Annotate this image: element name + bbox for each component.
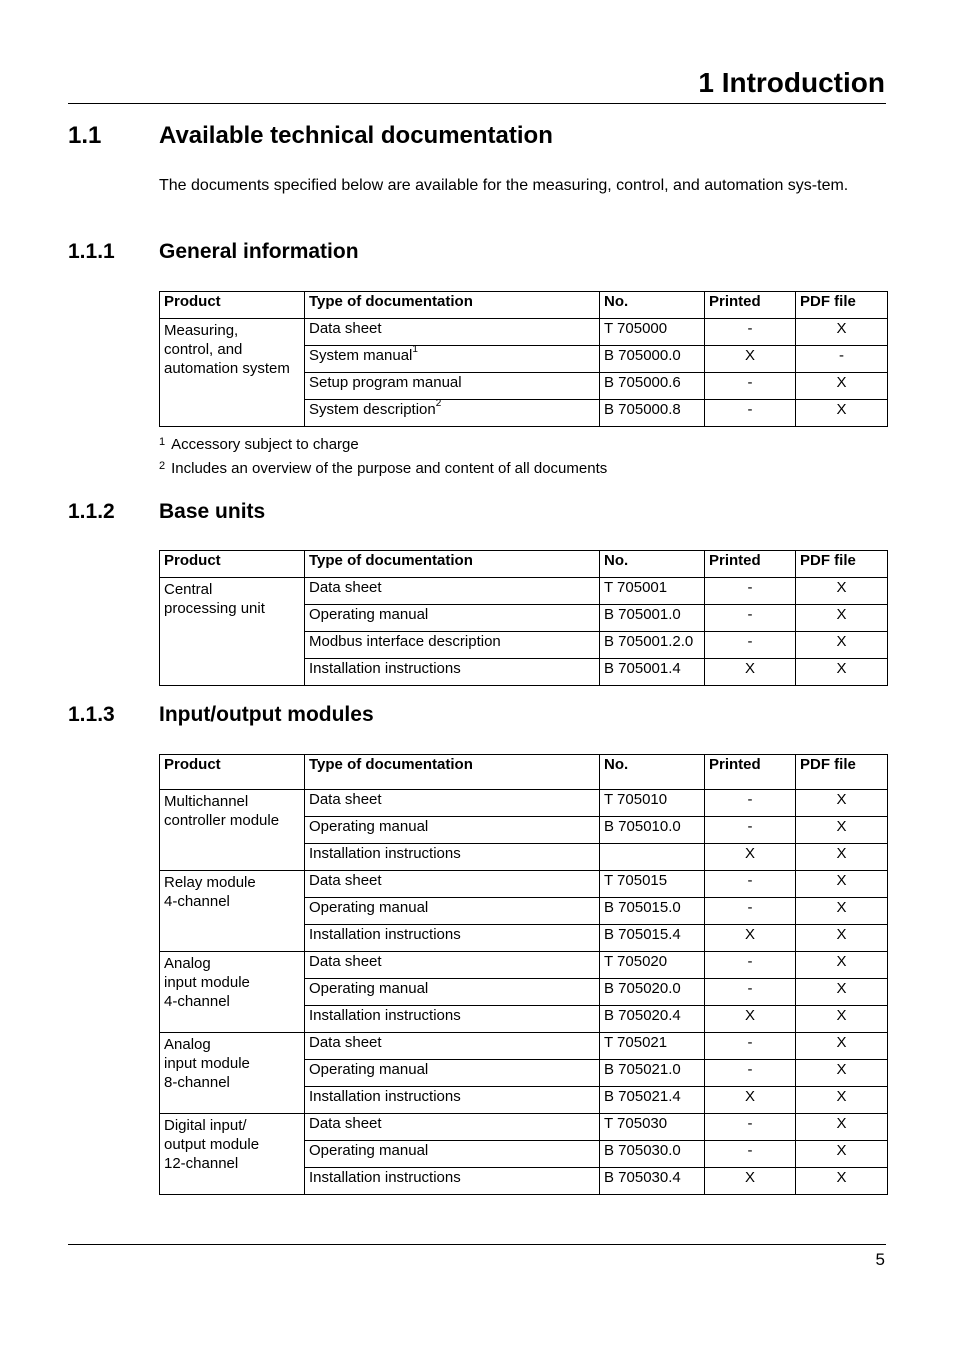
col-number-header: No. xyxy=(600,551,705,578)
printed-cell: - xyxy=(705,605,796,632)
table-row xyxy=(160,790,888,817)
footnote-text: Includes an overview of the purpose and content of all documents xyxy=(171,460,608,477)
col-product-header: Product xyxy=(160,755,305,790)
doc-type: Operating manual xyxy=(309,899,429,916)
pdf-cell: X xyxy=(796,319,888,346)
doc-type-cell xyxy=(305,373,600,400)
pdf-cell: X xyxy=(796,871,888,898)
doc-type: Operating manual xyxy=(309,1142,429,1159)
pdf-cell: X xyxy=(796,844,888,871)
col-printed-header: Printed xyxy=(705,292,796,319)
doc-type: Setup program manual xyxy=(309,374,462,391)
doc-type-cell xyxy=(305,790,600,817)
product-cell xyxy=(160,319,305,427)
table-row xyxy=(160,871,888,898)
doc-type: Installation instructions xyxy=(309,845,461,862)
pdf-cell: X xyxy=(796,659,888,686)
doc-type-cell xyxy=(305,925,600,952)
subsection-number: 1.1.2 xyxy=(68,500,115,523)
doc-number-cell: B 705000.6 xyxy=(600,373,705,400)
doc-type: Installation instructions xyxy=(309,1088,461,1105)
table-row xyxy=(160,1033,888,1060)
doc-number-cell: T 705020 xyxy=(600,952,705,979)
printed-cell: - xyxy=(705,979,796,1006)
pdf-cell: X xyxy=(796,578,888,605)
printed-cell: - xyxy=(705,373,796,400)
doc-type: Data sheet xyxy=(309,872,382,889)
printed-cell: - xyxy=(705,790,796,817)
header-rule xyxy=(68,103,886,104)
doc-type: Data sheet xyxy=(309,953,382,970)
subsection-number: 1.1.3 xyxy=(68,703,115,726)
pdf-cell: X xyxy=(796,952,888,979)
printed-cell: X xyxy=(705,1168,796,1195)
doc-number-cell: B 705000.0 xyxy=(600,346,705,373)
product-cell xyxy=(160,1033,305,1114)
doc-type-cell xyxy=(305,952,600,979)
doc-type: Data sheet xyxy=(309,579,382,596)
footnote-mark: 1 xyxy=(159,436,166,448)
doc-type-cell xyxy=(305,871,600,898)
product-line: 8-channel xyxy=(164,1074,230,1091)
doc-type: Data sheet xyxy=(309,791,382,808)
doc-type: Data sheet xyxy=(309,320,382,337)
io-modules-table xyxy=(159,754,888,1195)
footer-rule xyxy=(68,1244,886,1245)
product-line: input module xyxy=(164,974,250,991)
printed-cell: - xyxy=(705,871,796,898)
footnote-ref: 1 xyxy=(412,344,418,355)
doc-type: Operating manual xyxy=(309,980,429,997)
printed-cell: - xyxy=(705,400,796,427)
subsection-heading-base xyxy=(68,500,265,524)
doc-type-cell xyxy=(305,659,600,686)
doc-type-cell xyxy=(305,400,600,427)
pdf-cell: X xyxy=(796,1141,888,1168)
doc-type: Operating manual xyxy=(309,606,429,623)
doc-type-cell xyxy=(305,578,600,605)
pdf-cell: X xyxy=(796,1168,888,1195)
doc-type: System manual xyxy=(309,347,413,364)
printed-cell: X xyxy=(705,659,796,686)
footnote xyxy=(159,457,607,481)
chapter-title: 1 Introduction xyxy=(698,67,885,98)
product-cell xyxy=(160,1114,305,1195)
printed-cell: X xyxy=(705,925,796,952)
doc-type-cell xyxy=(305,979,600,1006)
printed-cell: - xyxy=(705,319,796,346)
doc-number-cell: B 705021.4 xyxy=(600,1087,705,1114)
general-information-table xyxy=(159,291,888,427)
doc-type: Installation instructions xyxy=(309,1169,461,1186)
pdf-cell: X xyxy=(796,790,888,817)
doc-number-cell: T 705015 xyxy=(600,871,705,898)
printed-cell: - xyxy=(705,817,796,844)
doc-type: Data sheet xyxy=(309,1115,382,1132)
doc-type-cell xyxy=(305,346,600,373)
col-printed-header: Printed xyxy=(705,755,796,790)
printed-cell: - xyxy=(705,578,796,605)
printed-cell: - xyxy=(705,1141,796,1168)
printed-cell: - xyxy=(705,898,796,925)
doc-type-cell xyxy=(305,1087,600,1114)
printed-cell: X xyxy=(705,1087,796,1114)
footnotes xyxy=(159,433,607,481)
product-line: output module xyxy=(164,1136,260,1153)
product-line: controller module xyxy=(164,812,280,829)
doc-type-cell xyxy=(305,632,600,659)
pdf-cell: X xyxy=(796,1060,888,1087)
printed-cell: X xyxy=(705,346,796,373)
doc-number-cell: B 705020.4 xyxy=(600,1006,705,1033)
product-line: Measuring, xyxy=(164,322,239,339)
col-pdf-header: PDF file xyxy=(796,292,888,319)
product-line: control, and xyxy=(164,341,243,358)
section-heading xyxy=(68,122,553,150)
product-cell xyxy=(160,871,305,952)
doc-number-cell: T 705030 xyxy=(600,1114,705,1141)
col-type-header: Type of documentation xyxy=(305,292,600,319)
product-line: Analog xyxy=(164,1036,211,1053)
table-row xyxy=(160,319,888,346)
printed-cell: - xyxy=(705,632,796,659)
product-cell xyxy=(160,578,305,686)
doc-type-cell xyxy=(305,1033,600,1060)
table-header-row xyxy=(160,755,888,790)
footnote-ref: 2 xyxy=(435,398,442,409)
doc-number-cell: B 705001.4 xyxy=(600,659,705,686)
col-number-header: No. xyxy=(600,292,705,319)
product-line: Central xyxy=(164,581,213,598)
product-line: 12-channel xyxy=(164,1155,239,1172)
product-line: Analog xyxy=(164,955,211,972)
pdf-cell: X xyxy=(796,925,888,952)
subsection-number: 1.1.1 xyxy=(68,240,115,263)
pdf-cell: - xyxy=(796,346,888,373)
doc-type-cell xyxy=(305,1168,600,1195)
doc-number-cell xyxy=(600,844,705,871)
subsection-title: Input/output modules xyxy=(159,703,374,726)
doc-number-cell: B 705015.4 xyxy=(600,925,705,952)
subsection-title: Base units xyxy=(159,500,266,523)
product-line: processing unit xyxy=(164,600,265,617)
doc-type-cell xyxy=(305,1006,600,1033)
doc-type: Operating manual xyxy=(309,1061,429,1078)
doc-number-cell: B 705030.4 xyxy=(600,1168,705,1195)
pdf-cell: X xyxy=(796,1114,888,1141)
col-pdf-header: PDF file xyxy=(796,755,888,790)
doc-type-cell xyxy=(305,844,600,871)
subsection-title: General information xyxy=(159,240,359,263)
pdf-cell: X xyxy=(796,1006,888,1033)
subsection-heading-io xyxy=(68,703,374,727)
doc-type: Data sheet xyxy=(309,1034,382,1051)
doc-number-cell: B 705001.2.0 xyxy=(600,632,705,659)
doc-type: Installation instructions xyxy=(309,926,461,943)
pdf-cell: X xyxy=(796,979,888,1006)
col-type-header: Type of documentation xyxy=(305,755,600,790)
doc-number-cell: B 705015.0 xyxy=(600,898,705,925)
doc-number-cell: B 705021.0 xyxy=(600,1060,705,1087)
pdf-cell: X xyxy=(796,1033,888,1060)
doc-number-cell: T 705010 xyxy=(600,790,705,817)
pdf-cell: X xyxy=(796,898,888,925)
product-cell xyxy=(160,952,305,1033)
product-cell xyxy=(160,790,305,871)
printed-cell: - xyxy=(705,1060,796,1087)
col-pdf-header: PDF file xyxy=(796,551,888,578)
col-product-header: Product xyxy=(160,292,305,319)
col-product-header: Product xyxy=(160,551,305,578)
doc-number-cell: B 705020.0 xyxy=(600,979,705,1006)
doc-number-cell: T 705001 xyxy=(600,578,705,605)
col-number-header: No. xyxy=(600,755,705,790)
product-line: input module xyxy=(164,1055,250,1072)
table-row xyxy=(160,1114,888,1141)
doc-type: System description xyxy=(309,401,436,418)
doc-type-cell xyxy=(305,1060,600,1087)
product-line: 4-channel xyxy=(164,993,230,1010)
section-title: Available technical documentation xyxy=(159,122,553,149)
printed-cell: - xyxy=(705,1114,796,1141)
col-printed-header: Printed xyxy=(705,551,796,578)
table-row xyxy=(160,952,888,979)
pdf-cell: X xyxy=(796,605,888,632)
table-header-row xyxy=(160,292,888,319)
footnote-mark: 2 xyxy=(159,460,166,472)
doc-number-cell: B 705000.8 xyxy=(600,400,705,427)
doc-type-cell xyxy=(305,898,600,925)
pdf-cell: X xyxy=(796,373,888,400)
pdf-cell: X xyxy=(796,400,888,427)
printed-cell: X xyxy=(705,1006,796,1033)
doc-type: Installation instructions xyxy=(309,1007,461,1024)
doc-type: Modbus interface description xyxy=(309,633,501,650)
subsection-heading-general xyxy=(68,240,359,264)
product-line: 4-channel xyxy=(164,893,230,910)
pdf-cell: X xyxy=(796,1087,888,1114)
table-row xyxy=(160,578,888,605)
doc-number-cell: B 705030.0 xyxy=(600,1141,705,1168)
doc-type: Installation instructions xyxy=(309,660,461,677)
printed-cell: - xyxy=(705,1033,796,1060)
printed-cell: X xyxy=(705,844,796,871)
section-intro: The documents specified below are available for the measuring, control, and automation sys-tem. xyxy=(159,177,849,194)
doc-type-cell xyxy=(305,605,600,632)
table-header-row xyxy=(160,551,888,578)
pdf-cell: X xyxy=(796,817,888,844)
doc-number-cell: B 705001.0 xyxy=(600,605,705,632)
doc-type-cell xyxy=(305,1114,600,1141)
doc-number-cell: T 705000 xyxy=(600,319,705,346)
section-number: 1.1 xyxy=(68,122,102,149)
col-type-header: Type of documentation xyxy=(305,551,600,578)
doc-number-cell: B 705010.0 xyxy=(600,817,705,844)
doc-type-cell xyxy=(305,1141,600,1168)
footnote-text: Accessory subject to charge xyxy=(171,436,359,453)
doc-type: Operating manual xyxy=(309,818,429,835)
product-line: Digital input/ xyxy=(164,1117,247,1134)
doc-type-cell xyxy=(305,319,600,346)
pdf-cell: X xyxy=(796,632,888,659)
printed-cell: - xyxy=(705,952,796,979)
product-line: Multichannel xyxy=(164,793,249,810)
doc-type-cell xyxy=(305,817,600,844)
footnote xyxy=(159,433,607,457)
page-number: 5 xyxy=(875,1250,885,1269)
doc-number-cell: T 705021 xyxy=(600,1033,705,1060)
product-line: automation system xyxy=(164,360,290,377)
base-units-table xyxy=(159,550,888,686)
product-line: Relay module xyxy=(164,874,256,891)
